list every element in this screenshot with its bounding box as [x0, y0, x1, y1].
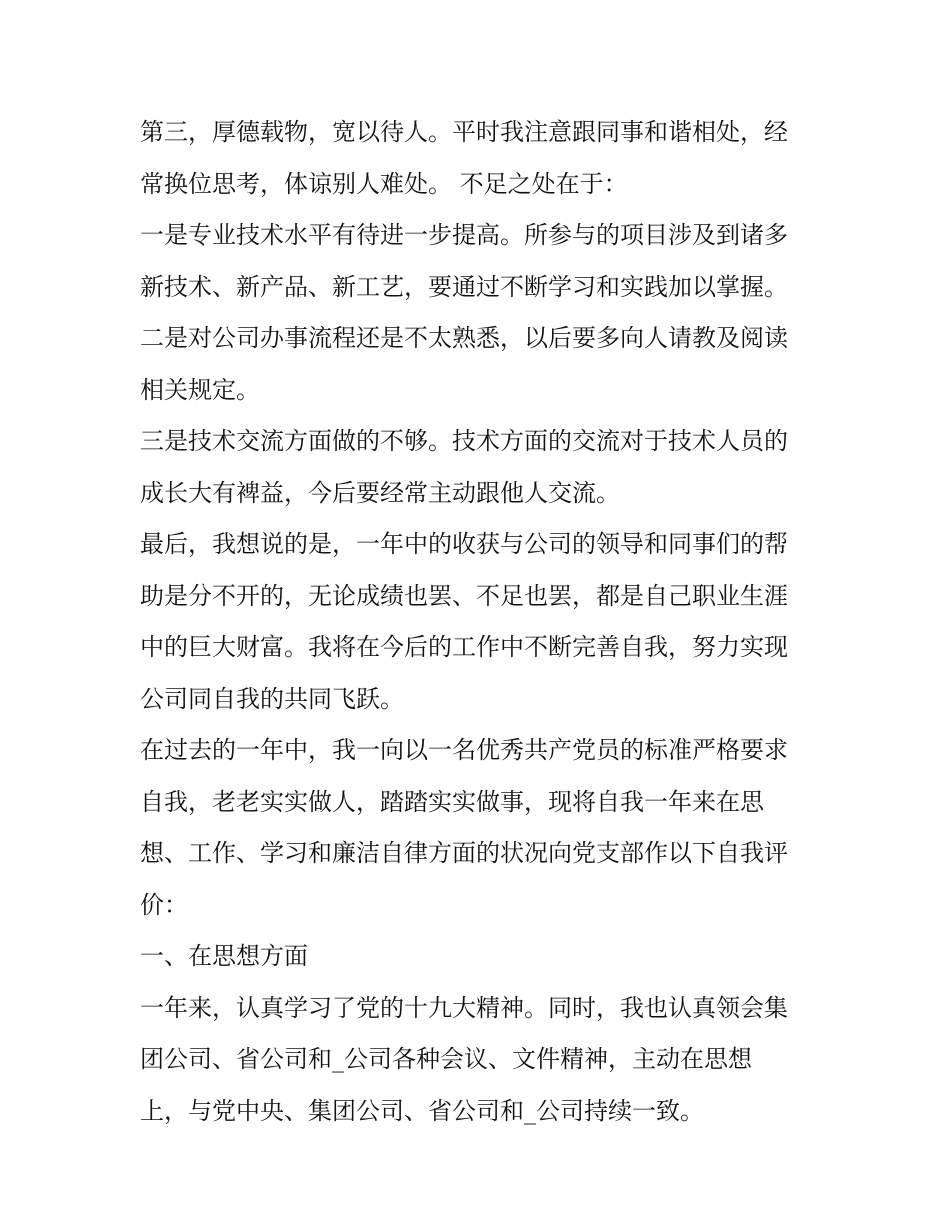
text-line: 中的巨大财富。我将在今后的工作中不断完善自我，努力实现 — [140, 633, 788, 661]
text-line: 新技术、新产品、新工艺，要通过不断学习和实践加以掌握。 — [140, 272, 788, 301]
text-line: 自我，老老实实做人，踏踏实实做事，现将自我一年来在思 — [140, 787, 764, 816]
text-line: 价： — [140, 890, 188, 919]
text-line: 第三，厚德载物，宽以待人。平时我注意跟同事和谐相处，经 — [140, 118, 788, 146]
text-line: 一年来，认真学习了党的十九大精神。同时，我也认真领会集 — [140, 993, 788, 1022]
text-line: 常换位思考，体谅别人难处。 不足之处在于： — [140, 169, 628, 198]
text-line: 公司同自我的共同飞跃。 — [140, 684, 404, 713]
text-line: 在过去的一年中，我一向以一名优秀共产党员的标准严格要求 — [140, 736, 788, 764]
text-line: 最后，我想说的是，一年中的收获与公司的领导和同事们的帮 — [140, 530, 788, 558]
text-line: 想、工作、学习和廉洁自律方面的状况向党支部作以下自我评 — [140, 839, 788, 867]
text-line: 团公司、省公司和_公司各种会议、文件精神，主动在思想 — [140, 1045, 752, 1073]
text-line: 三是技术交流方面做的不够。技术方面的交流对于技术人员的 — [140, 427, 788, 455]
document-body — [140, 107, 820, 1137]
section-heading: 一、在思想方面 — [140, 942, 308, 970]
text-line: 二是对公司办事流程还是不太熟悉，以后要多向人请教及阅读 — [140, 324, 788, 352]
text-line: 一是专业技术水平有待进一步提高。所参与的项目涉及到诸多 — [140, 221, 788, 249]
text-line: 相关规定。 — [140, 375, 260, 404]
text-line: 助是分不开的，无论成绩也罢、不足也罢，都是自己职业生涯 — [140, 581, 788, 610]
text-line: 上，与党中央、集团公司、省公司和_公司持续一致。 — [140, 1096, 704, 1125]
text-line: 成长大有裨益，今后要经常主动跟他人交流。 — [140, 478, 620, 507]
